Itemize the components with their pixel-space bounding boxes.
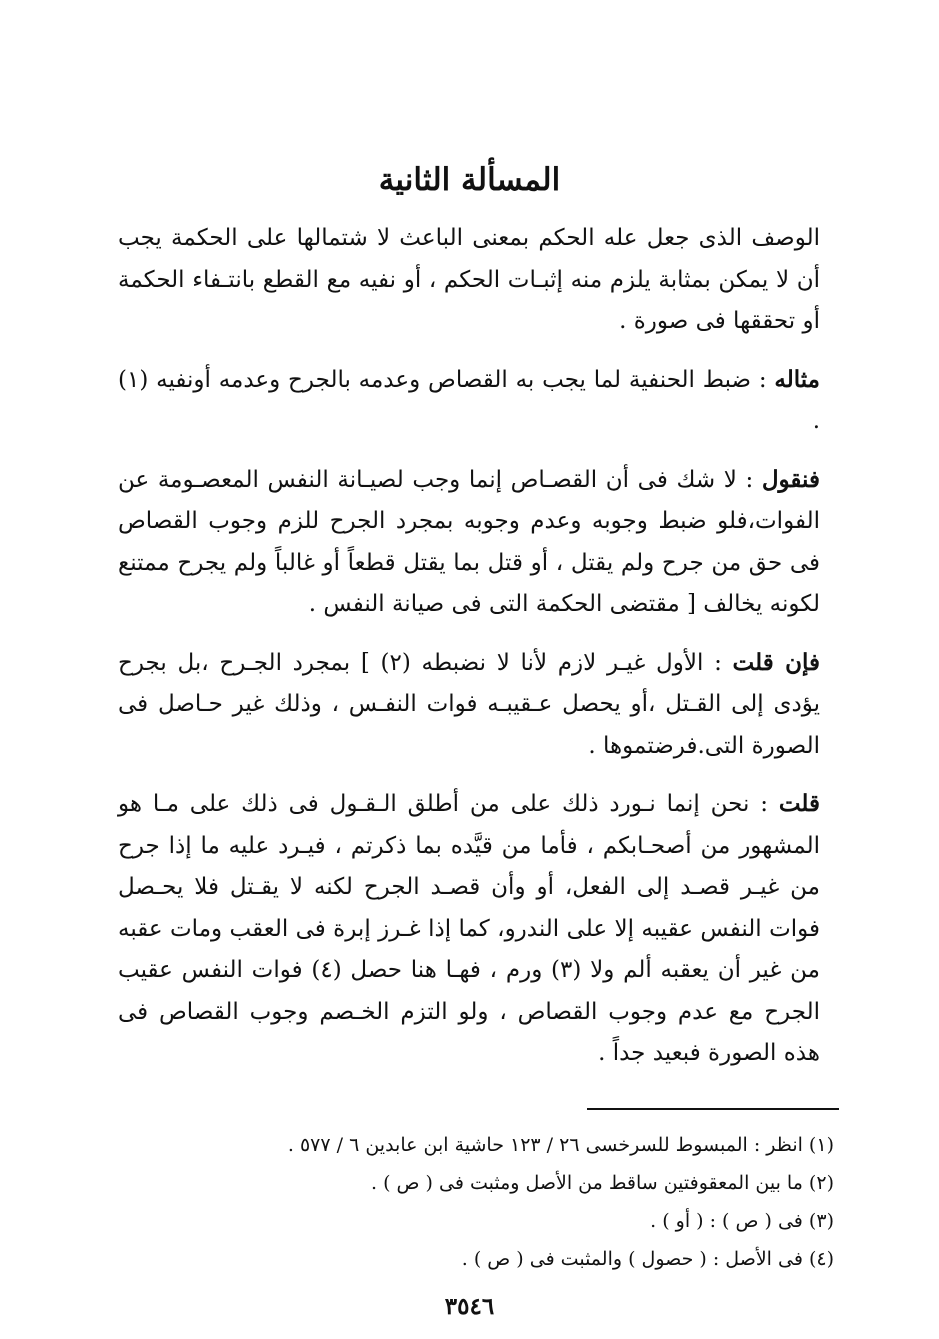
paragraph-lead: قلت: [778, 790, 821, 817]
paragraph-example: [118, 359, 820, 443]
footnotes: [118, 1126, 834, 1278]
section-title: المسألة الثانية: [378, 162, 561, 198]
main-text: [118, 218, 820, 1075]
paragraph-text: : لا شك فى أن القصـاص إنما وجب لصيـانة النفس المعصـومة عن الفوات،فلو ضبط وجوبه وعدم وجوبه بمجرد الجرح للزم وجوب القصاص فى حق من جرح ولم يقتل ، أو قتل بما يقتل قطعاً أو غالباً ولم يجرح ممتنع لكونه يخالف [ مقتضى الحكمة التى فى صيانة النفس .: [118, 466, 820, 617]
footnote: (٢) ما بين المعقوفتين ساقط من الأصل ومثبت فى ( ص ) .: [371, 1172, 834, 1194]
paragraph-objection: [118, 642, 820, 768]
paragraph-intro: [118, 218, 820, 343]
footnote-divider: [587, 1108, 839, 1110]
footnote: (١) انظر : المبسوط للسرخسى ٢٦ / ١٢٣ حاشية ابن عابدين ٦ / ٥٧٧ .: [287, 1134, 834, 1156]
paragraph-lead: فإن قلت: [732, 648, 821, 676]
paragraph-reply: [118, 783, 820, 1075]
paragraph-lead: فنقول: [761, 465, 820, 493]
paragraph-argument: [118, 459, 820, 626]
paragraph-text: : الأول غيـر لازم لأنا لا نضبطه (٢) ] بمجرد الجـرح ،بل بجرح يؤدى إلى القـتل ،أو يحصل عـقيبـه فوات النفـس ، وذلك غير حـاصل فى الصورة التى.فرضتموها .: [118, 649, 820, 759]
paragraph-text: : ضبط الحنفية لما يجب به القصاص وعدمه بالجرح وعدمه أونفيه (١) .: [118, 366, 820, 434]
paragraph-text: الوصف الذى جعل عله الحكم بمعنى الباعث لا شتمالها على الحكمة يجب أن لا يمكن بمثابة يلزم منه إثبـات الحكم ، أو نفيه مع القطع بانتـفاء الحكمة أو تحققها فى صورة .: [118, 225, 820, 334]
footnote: (٣) فى ( ص ) : ( أو ) .: [650, 1210, 834, 1232]
footnote: (٤) فى الأصل : ( حصول ) والمثبت فى ( ص ) .: [461, 1248, 834, 1270]
page-number: ٣٥٤٦: [444, 1293, 495, 1320]
paragraph-lead: مثاله: [774, 365, 820, 393]
paragraph-text: : نحن إنما نـورد ذلك على من أطلق الـقـول فى ذلك على مـا هو المشهور من أصحـابكم ، فأما من قيَّده بما ذكرتم ، فيـرد عليه ما إذا جرح من غيـر قصـد إلى الفعل، أو وأن قصـد الجرح لكنه لا يقـتل فلا يحـصل فوات النفس عقيبه إلا على الندرو، كما إذا غـرز إبرة فى العقب ومات عقبه من غير أن يعقبه ألم ولا (٣) ورم ، فهـا هنا حصل (٤) فوات النفس عقيب الجرح مع عدم وجوب القصاص ، ولو التزم الخـصم وجوب القصاص فى هذه الصورة فبعيد جداً .: [118, 791, 820, 1066]
